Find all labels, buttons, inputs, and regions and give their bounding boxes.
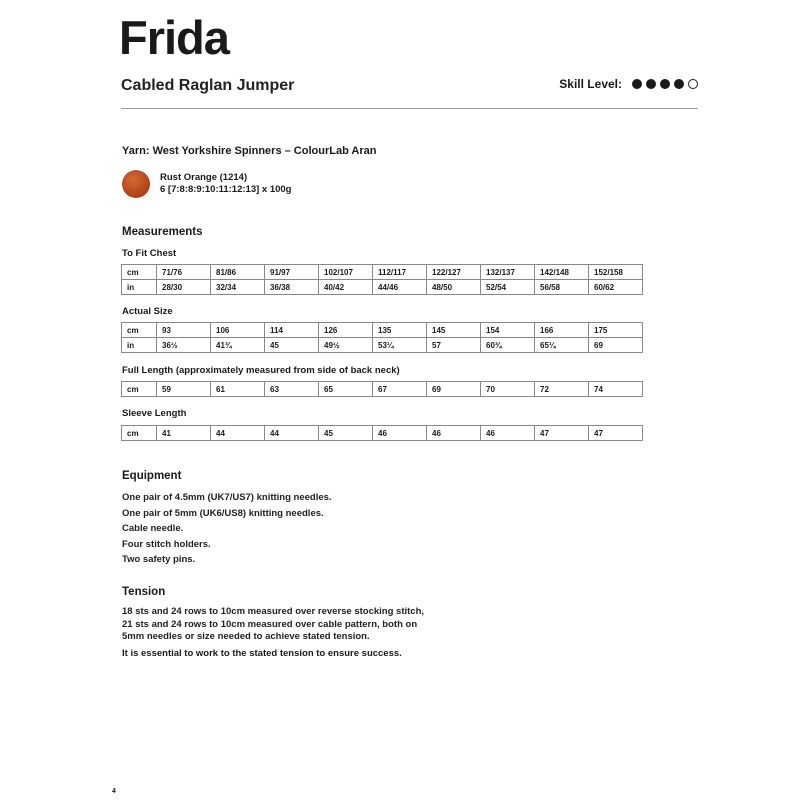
to-fit-chest-table — [121, 264, 643, 295]
table-cell: 152/158 — [589, 265, 643, 280]
table-cell: 36/38 — [265, 280, 319, 295]
table-row — [122, 280, 643, 295]
measurements-heading: Measurements — [122, 226, 203, 238]
table-cell: 47 — [589, 426, 643, 441]
table-cell: 28/30 — [157, 280, 211, 295]
actual-size-label: Actual Size — [122, 306, 173, 317]
table-cell: 52/54 — [481, 280, 535, 295]
table-cell: 114 — [265, 323, 319, 338]
list-item: Two safety pins. — [122, 554, 196, 565]
table-cell: 41¾ — [211, 338, 265, 353]
table-cell: 126 — [319, 323, 373, 338]
list-item: Four stitch holders. — [122, 538, 211, 550]
to-fit-chest-label: To Fit Chest — [122, 248, 177, 259]
table-cell: 69 — [427, 382, 481, 397]
table-cell: 57 — [427, 338, 481, 353]
yarn-quantity: 6 [7:8:8:9:10:11:12:13] x 100g — [160, 184, 292, 195]
list-item: One pair of 5mm (UK6/US8) knitting needles. — [122, 507, 324, 519]
table-row — [122, 323, 643, 338]
tension-note: It is essential to work to the stated tension to ensure success. — [122, 648, 402, 659]
skill-level-label: Skill Level: — [559, 77, 622, 91]
table-cell: 60/62 — [589, 280, 643, 295]
table-cell: 154 — [481, 323, 535, 338]
table-cell: 142/148 — [535, 265, 589, 280]
table-cell: 48/50 — [427, 280, 481, 295]
skill-dot-filled-icon — [646, 79, 656, 89]
sleeve-length-table — [121, 425, 643, 441]
table-cell: 102/107 — [319, 265, 373, 280]
header-divider — [121, 108, 698, 109]
table-cell: 81/86 — [211, 265, 265, 280]
table-row — [122, 338, 643, 353]
yarn-info — [160, 172, 292, 196]
table-cell: 59 — [157, 382, 211, 397]
actual-size-table — [121, 322, 643, 353]
table-cell: 32/34 — [211, 280, 265, 295]
table-cell: 135 — [373, 323, 427, 338]
page-title: Frida — [119, 11, 229, 64]
table-cell-unit: in — [122, 338, 157, 353]
table-cell: 112/117 — [373, 265, 427, 280]
table-cell: 45 — [319, 426, 373, 441]
table-cell: 44/46 — [373, 280, 427, 295]
table-cell: 47 — [535, 426, 589, 441]
table-row — [122, 426, 643, 441]
table-cell: 44 — [265, 426, 319, 441]
list-item: Cable needle. — [122, 523, 184, 534]
pattern-subtitle: Cabled Raglan Jumper — [121, 77, 295, 94]
table-cell: 45 — [265, 338, 319, 353]
table-cell: 132/137 — [481, 265, 535, 280]
table-cell: 93 — [157, 323, 211, 338]
table-cell: 46 — [373, 426, 427, 441]
table-cell: 65 — [319, 382, 373, 397]
table-cell: 166 — [535, 323, 589, 338]
list-item: One pair of 4.5mm (UK7/US7) knitting needles. — [122, 492, 332, 503]
table-cell: 74 — [589, 382, 643, 397]
table-cell: 71/76 — [157, 265, 211, 280]
skill-dot-empty-icon — [688, 79, 698, 89]
yarn-heading: Yarn: West Yorkshire Spinners – ColourLab Aran — [122, 145, 377, 157]
yarn-swatch-image — [122, 170, 150, 198]
table-cell: 72 — [535, 382, 589, 397]
table-cell: 91/97 — [265, 265, 319, 280]
table-cell: 44 — [211, 426, 265, 441]
table-cell-unit: cm — [122, 265, 157, 280]
full-length-table — [121, 381, 643, 397]
table-cell: 65¼ — [535, 338, 589, 353]
table-cell: 70 — [481, 382, 535, 397]
table-row — [122, 265, 643, 280]
skill-dot-filled-icon — [660, 79, 670, 89]
table-cell: 145 — [427, 323, 481, 338]
table-row — [122, 382, 643, 397]
table-cell-unit: in — [122, 280, 157, 295]
full-length-label: Full Length (approximately measured from side of back neck) — [122, 365, 400, 376]
table-cell: 56/58 — [535, 280, 589, 295]
table-cell: 53¼ — [373, 338, 427, 353]
equipment-list — [122, 490, 332, 568]
sleeve-length-label: Sleeve Length — [122, 408, 187, 419]
skill-level-dots — [628, 79, 698, 89]
table-cell: 40/42 — [319, 280, 373, 295]
table-cell: 49½ — [319, 338, 373, 353]
tension-heading: Tension — [122, 586, 166, 598]
tension-line: 21 sts and 24 rows to 10cm measured over cable pattern, both on — [122, 618, 418, 630]
table-cell-unit: cm — [122, 323, 157, 338]
table-cell: 106 — [211, 323, 265, 338]
table-cell-unit: cm — [122, 382, 157, 397]
page-number: 4 — [112, 788, 116, 795]
table-cell: 67 — [373, 382, 427, 397]
table-cell: 69 — [589, 338, 643, 353]
skill-dot-filled-icon — [632, 79, 642, 89]
table-cell: 41 — [157, 426, 211, 441]
yarn-color-name: Rust Orange (1214) — [160, 172, 248, 183]
table-cell-unit: cm — [122, 426, 157, 441]
table-cell: 60¾ — [481, 338, 535, 353]
tension-line: 5mm needles or size needed to achieve stated tension. — [122, 631, 370, 642]
tension-text — [122, 606, 424, 644]
table-cell: 61 — [211, 382, 265, 397]
table-cell: 46 — [427, 426, 481, 441]
skill-level — [559, 77, 698, 91]
skill-dot-filled-icon — [674, 79, 684, 89]
table-cell: 36½ — [157, 338, 211, 353]
table-cell: 46 — [481, 426, 535, 441]
tension-line: 18 sts and 24 rows to 10cm measured over reverse stocking stitch, — [122, 606, 425, 617]
table-cell: 122/127 — [427, 265, 481, 280]
table-cell: 63 — [265, 382, 319, 397]
equipment-heading: Equipment — [122, 470, 182, 482]
table-cell: 175 — [589, 323, 643, 338]
